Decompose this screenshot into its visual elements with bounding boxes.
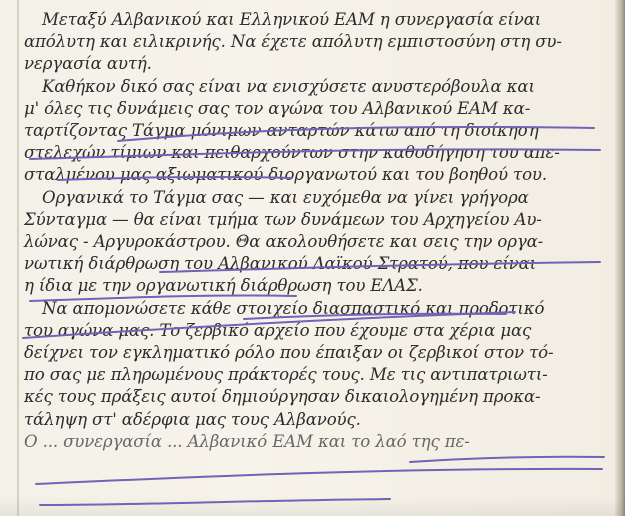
text-line: σταλμένου μας αξιωματικού διοργανωτού και του βοηθού του. [24, 165, 547, 185]
text-line: Ο ... συνεργασία ... Αλβανικό ΕΑΜ και το λαό της πε- [24, 431, 470, 451]
page-edge-shadow [615, 0, 625, 516]
text-line: μ' όλες τις δυνάμεις σας τον αγώνα του Αλβανικού ΕΑΜ κα- [24, 98, 531, 118]
text-line: Σύνταγμα — θα είναι τμήμα των δυνάμεων του Αρχηγείου Αυ- [24, 209, 542, 229]
text-line: νωτική διάρθρωση του Αλβανικού Λαϊκού Στρατού, που είναι [24, 254, 537, 274]
text-line: πο σας με πληρωμένους πράκτορές τους. Με τις αντιπατριωτι- [24, 365, 548, 385]
ink-underline [410, 457, 604, 462]
text-line: δείχνει τον εγκληματικό ρόλο που έπαιξαν οι ζερβικοί στον τό- [24, 343, 554, 363]
text-line: λώνας - Αργυροκάστρου. Θα ακολουθήσετε και σεις την οργα- [24, 232, 544, 252]
text-line: νεργασία αυτή. [24, 54, 152, 74]
text-line: τάληψη στ' αδέρφια μας τους Αλβανούς. [24, 409, 361, 429]
text-line: Να απομονώσετε κάθε στοιχείο διασπαστικό και προδοτικό [42, 298, 545, 318]
page-bottom-shadow [0, 496, 625, 516]
text-line: στελεχών τίμιων και πειθαρχούντων στην καθοδήγηση του απε- [24, 143, 560, 163]
text-line: κές τους πράξεις αυτοί δημιούργησαν δικαιολογημένη προκα- [24, 387, 541, 407]
text-line: του αγώνα μας. Το ζερβικό αρχείο που έχουμε στα χέρια μας [24, 320, 532, 340]
text-line: Οργανικά το Τάγμα σας — και ευχόμεθα να γίνει γρήγορα [42, 187, 529, 207]
text-line: Καθήκον δικό σας είναι να ενισχύσετε ανυστερόβουλα και [42, 76, 535, 96]
binding-edge [17, 0, 19, 516]
ink-underline [36, 469, 602, 484]
text-line: Μεταξύ Αλβανικού και Ελληνικού ΕΑΜ η συνεργασία είναι [42, 10, 542, 29]
text-line: απόλυτη και ειλικρινής. Να έχετε απόλυτη εμπιστοσύνη στη συ- [24, 32, 562, 52]
text-line: η ίδια με την οργανωτική διάρθρωση του ΕΛΑΣ. [24, 276, 423, 296]
text-line: ταρτίζοντας Τάγμα μόνιμων ανταρτών κάτω από τη διοίκηση [24, 121, 539, 141]
document-body [24, 9, 608, 453]
